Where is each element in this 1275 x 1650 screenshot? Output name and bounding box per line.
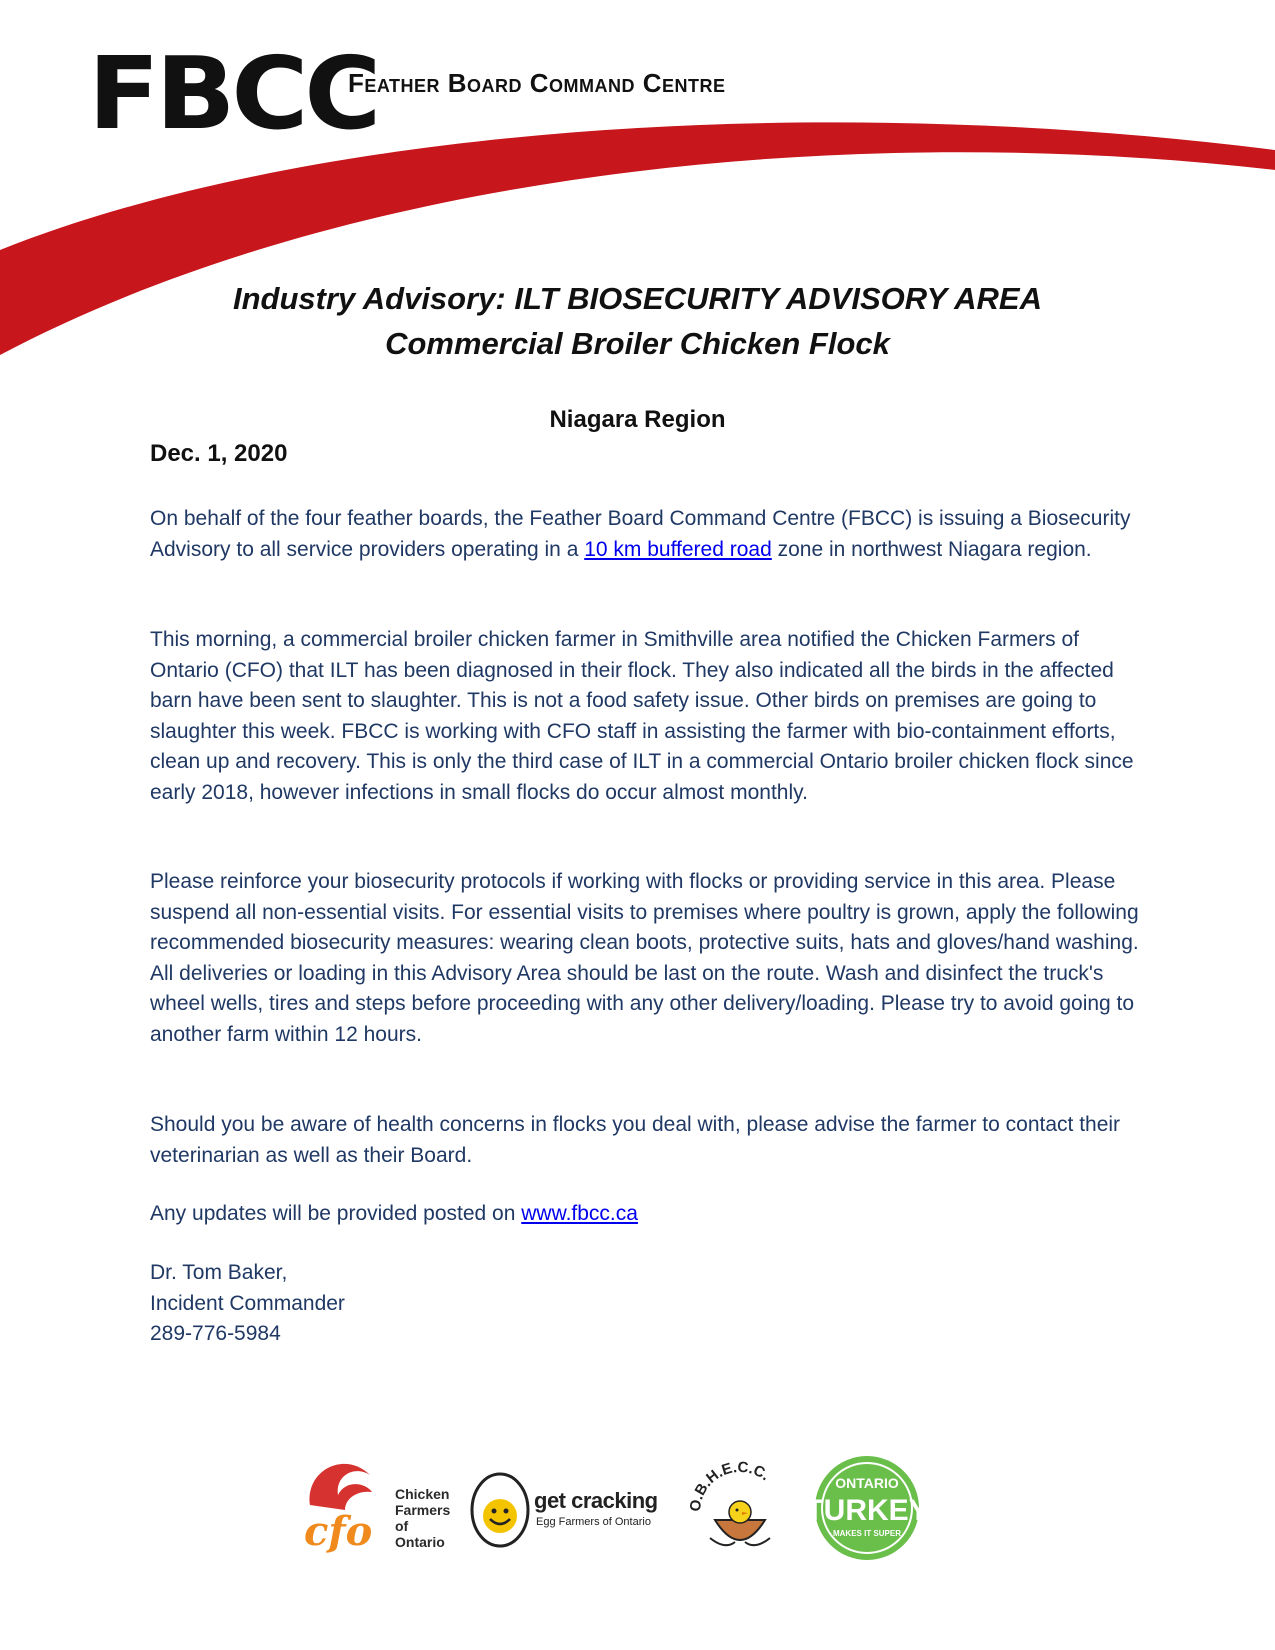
turkey-sub-text: MAKES IT SUPER [832, 1529, 902, 1538]
egg-farmers-sub: Egg Farmers of Ontario [536, 1516, 651, 1528]
signature-title: Incident Commander [150, 1291, 345, 1315]
signature-block [150, 1258, 1140, 1350]
obhecc-logo [680, 1450, 800, 1570]
cfo-mark: cfo [304, 1508, 373, 1555]
partner-logos [300, 1450, 940, 1570]
turkey-badge-icon [800, 1450, 935, 1570]
fbcc-website-link[interactable]: www.fbcc.ca [521, 1202, 638, 1225]
paragraph-updates [150, 1199, 1140, 1230]
cfo-name-line1: Chicken [395, 1486, 450, 1502]
egg-farmers-main: get cracking [534, 1488, 658, 1513]
advisory-date: Dec. 1, 2020 [150, 440, 288, 467]
advisory-subtitle: Commercial Broiler Chicken Flock [385, 326, 890, 361]
cfo-name [395, 1486, 460, 1550]
paragraph-intro [150, 504, 1140, 565]
signature-phone: 289-776-5984 [150, 1322, 281, 1345]
intro-text-end: zone in northwest Niagara region. [771, 537, 1092, 561]
region-heading: Niagara Region [549, 406, 726, 433]
paragraph-biosecurity: Please reinforce your biosecurity protocols if working with flocks or providing service in this area. Please suspend all non-essential visits. For essential visits to premises where poultry is grown, apply the following recommended biosecurity measures: wearing clean boots, protective suits, hats and gloves/hand washing. All deliveries or loading in this Advisory Area should be last on the route. Wash and disinfect the truck's wheel wells, tires and steps before proceeding with any other delivery/loading. Please try to avoid going to another farm within 12 hours. [150, 870, 1139, 1046]
cfo-logo [300, 1450, 460, 1560]
buffered-road-link[interactable]: 10 km buffered road [584, 537, 772, 561]
obhecc-text [687, 1459, 773, 1513]
obhecc-chick-icon [680, 1450, 800, 1570]
fbcc-logo: FBCC [88, 35, 378, 152]
paragraph-health-concerns: Should you be aware of health concerns in flocks you deal with, please advise the farmer to contact their veterinarian as well as their Board. [150, 1113, 1121, 1167]
signature-name: Dr. Tom Baker, [150, 1261, 288, 1284]
egg-farmers-logo [468, 1450, 678, 1560]
advisory-title: Industry Advisory: ILT BIOSECURITY ADVISORY AREA [233, 281, 1042, 316]
ontario-turkey-logo [800, 1450, 935, 1570]
cfo-name-line2: Farmers [395, 1502, 451, 1518]
obhecc-arc-text: O.B.H.E.C.C. [686, 1458, 774, 1513]
fbcc-tagline: Feather Board Command Centre [348, 68, 726, 98]
turkey-top-text: ONTARIO [835, 1475, 899, 1491]
cfo-name-line3: of Ontario [395, 1518, 445, 1550]
intro-text: On behalf of the four feather boards, the Feather Board Command Centre (FBCC) is issuing a Biosecurity Advisory to all service providers operating in a [150, 507, 1131, 561]
cfo-feather-icon [300, 1450, 400, 1560]
turkey-main-text: TURKEY [805, 1494, 929, 1527]
paragraph-case-details: This morning, a commercial broiler chicken farmer in Smithville area notified the Chicken Farmers of Ontario (CFO) that ILT has been diagnosed in their flock. They also indicated all the birds in the affected barn have been sent to slaughter. This is not a food safety issue. Other birds on premises are going to slaughter this week. FBCC is working with CFO staff in assisting the farmer with bio-containment efforts, clean up and recovery. This is only the third case of ILT in a commercial Ontario broiler chicken flock since early 2018, however infections in small flocks do occur almost monthly. [150, 628, 1134, 804]
updates-text: Any updates will be provided posted on [150, 1202, 522, 1225]
egg-smiley-icon [468, 1464, 534, 1554]
